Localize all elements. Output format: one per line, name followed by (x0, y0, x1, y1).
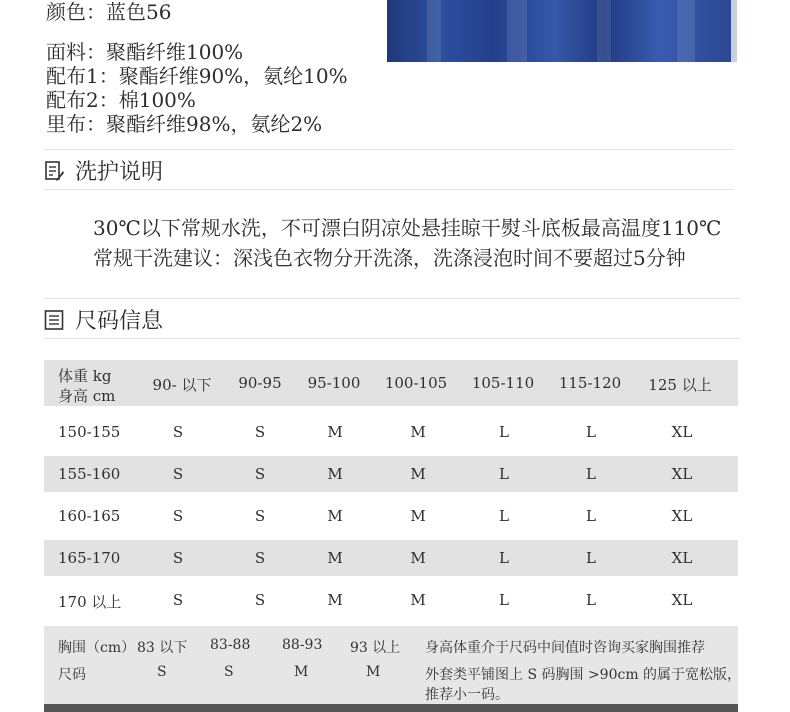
size-note: 身高体重介于尺码中间值时咨询买家胸围推荐 (425, 640, 705, 656)
weight-col: 90- 以下 (152, 376, 212, 394)
size-cell: L (499, 549, 509, 567)
weight-col: 115-120 (558, 374, 622, 392)
care-line-2: 常规干洗建议：深浅色衣物分开洗涤，洗涤浸泡时间不要超过5分钟 (93, 246, 686, 270)
size-cell: S (172, 465, 184, 483)
size-cell: L (499, 423, 509, 441)
weight-col: 125 以上 (648, 376, 712, 394)
table-row (44, 582, 738, 620)
size-cell: XL (671, 465, 693, 483)
spec-color: 颜色：蓝色56 (46, 0, 172, 24)
size-cell: XL (671, 591, 693, 609)
size-cell: M (410, 549, 426, 567)
header-weight: 体重 kg (58, 367, 112, 385)
table-row (44, 540, 738, 576)
spec-trim-1: 配布1：聚酯纤维90%，氨纶10% (46, 64, 348, 88)
bust-size: M (366, 664, 381, 680)
bust-size: M (294, 664, 309, 680)
size-note: 推荐小一码。 (425, 687, 509, 703)
spec-lining: 里布：聚酯纤维98%，氨纶2% (46, 112, 323, 136)
height-cell: 155-160 (58, 465, 121, 483)
size-cell: S (172, 507, 184, 525)
size-cell: L (586, 423, 596, 441)
product-photo (387, 0, 737, 62)
bust-value: 83 以下 (137, 640, 188, 656)
bust-size: S (224, 664, 234, 680)
size-cell: L (586, 591, 596, 609)
size-cell: L (586, 507, 596, 525)
size-cell: L (586, 549, 596, 567)
size-label: 尺码 (58, 667, 86, 683)
size-cell: S (254, 507, 266, 525)
size-cell: L (499, 591, 509, 609)
weight-col: 100-105 (384, 374, 448, 392)
divider (44, 149, 734, 150)
bottom-bar (44, 704, 738, 712)
size-cell: M (327, 591, 343, 609)
spec-fabric: 面料：聚酯纤维100% (46, 40, 244, 64)
size-cell: M (327, 465, 343, 483)
height-cell: 150-155 (58, 423, 121, 441)
size-cell: XL (671, 549, 693, 567)
weight-col: 105-110 (471, 374, 535, 392)
size-cell: M (410, 591, 426, 609)
table-row (44, 456, 738, 492)
table-header-row (44, 360, 738, 406)
care-line-1: 30℃以下常规水洗，不可漂白阴凉处悬挂晾干熨斗底板最高温度110℃ (93, 216, 722, 240)
size-cell: L (499, 507, 509, 525)
size-cell: S (254, 591, 266, 609)
divider (44, 298, 740, 299)
divider (44, 189, 734, 190)
size-note: 外套类平铺图上 S 码胸围 >90cm 的属于宽松版， (425, 667, 742, 683)
size-cell: L (586, 465, 596, 483)
weight-col: 90-95 (238, 374, 282, 392)
care-title: 洗护说明 (75, 160, 164, 185)
size-cell: M (410, 423, 426, 441)
table-row (44, 412, 738, 454)
height-cell: 160-165 (58, 507, 121, 525)
bust-value: 83-88 (210, 637, 251, 653)
size-cell: S (254, 465, 266, 483)
size-cell: S (254, 423, 266, 441)
size-cell: M (410, 507, 426, 525)
size-cell: M (327, 507, 343, 525)
divider (44, 338, 740, 339)
note-icon (44, 160, 64, 182)
height-cell: 170 以上 (58, 593, 122, 611)
size-cell: S (254, 549, 266, 567)
spec-trim-2: 配布2：棉100% (46, 88, 196, 112)
weight-col: 95-100 (307, 374, 361, 392)
list-icon (44, 309, 64, 331)
height-cell: 165-170 (58, 549, 121, 567)
header-height: 身高 cm (58, 387, 116, 405)
table-row (44, 498, 738, 536)
bust-size-panel (44, 626, 742, 704)
bust-value: 93 以上 (350, 640, 401, 656)
size-cell: S (172, 591, 184, 609)
size-cell: M (327, 423, 343, 441)
size-cell: M (327, 549, 343, 567)
bust-size: S (157, 664, 167, 680)
size-cell: L (499, 465, 509, 483)
size-cell: XL (671, 507, 693, 525)
size-cell: S (172, 423, 184, 441)
size-title: 尺码信息 (75, 309, 164, 334)
bust-label: 胸围（cm） (58, 640, 136, 656)
size-cell: XL (671, 423, 693, 441)
bust-value: 88-93 (282, 637, 323, 653)
size-cell: S (172, 549, 184, 567)
size-cell: M (410, 465, 426, 483)
